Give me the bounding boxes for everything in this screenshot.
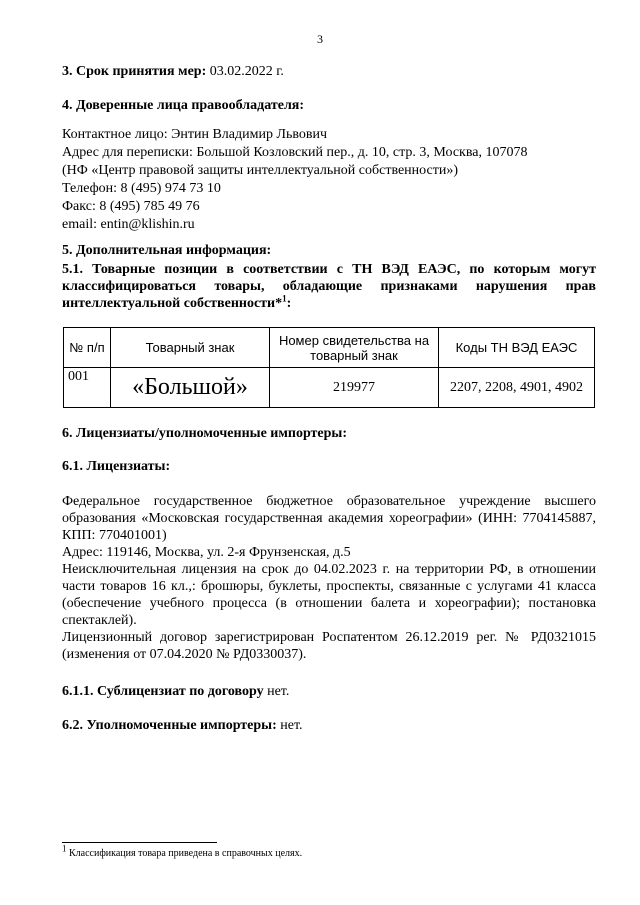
postal-address-line2: (НФ «Центр правовой защиты интеллектуальной собственности») [62,163,458,178]
footnote-number: 1 [62,843,67,854]
section-3 [62,64,596,80]
section-5-heading: 5. Дополнительная информация: [62,243,272,258]
contact-block [62,127,596,233]
section-6-2-value: нет. [276,718,303,733]
section-4 [62,98,596,114]
section-4-heading: 4. Доверенные лица правообладателя: [62,98,305,113]
licensee-org: Федеральное государственное бюджетное образовательное учреждение высшего образования «Московская государственная академия хореографии» (ИНН: 7704145887, КПП: 770401001) [62,494,596,543]
cell-trademark: «Большой» [111,368,270,408]
col-header-codes: Коды ТН ВЭД ЕАЭС [439,328,595,368]
section-6-1-1-label: 6.1.1. Сублицензиат по договору [62,684,264,699]
col-header-mark: Товарный знак [111,328,270,368]
licensee-address: Адрес: 119146, Москва, ул. 2-я Фрунзенская, д.5 [62,545,351,560]
email: email: entin@klishin.ru [62,217,195,232]
col-header-num: № п/п [64,328,111,368]
contact-person: Контактное лицо: Энтин Владимир Львович [62,127,327,142]
section-6-heading: 6. Лицензиаты/уполномоченные импортеры: [62,426,348,441]
footnote-divider [62,842,217,843]
section-6-1-heading: 6.1. Лицензиаты: [62,459,171,474]
section-6-1 [62,459,596,475]
footnote-ref: 1 [282,293,287,304]
cell-codes: 2207, 2208, 4901, 4902 [439,368,595,408]
phone: Телефон: 8 (495) 974 73 10 [62,181,221,196]
section-5-1-text: 5.1. Товарные позиции в соответствии с ТН ВЭД ЕАЭС, по которым могут классифицироваться товары, обладающие признаками нарушения прав интеллектуальной собственности* [62,262,596,311]
section-5 [62,243,596,312]
section-3-value: 03.02.2022 г. [206,64,284,79]
page-number: 3 [317,32,323,46]
section-5-1-heading [62,261,596,312]
section-6-1-1 [62,684,596,700]
licensee-block [62,493,596,663]
table-row [64,368,595,408]
section-6-2 [62,718,596,734]
footnote-text: Классификация товара приведена в справочных целях. [66,848,303,859]
cell-cert: 219977 [270,368,439,408]
section-6-2-label: 6.2. Уполномоченные импортеры: [62,718,277,733]
license-contract: Лицензионный договор зарегистрирован Роспатентом 26.12.2019 рег. № РД0321015 (изменения от 07.04.2020 № РД0330037). [62,630,596,662]
footnote [62,843,303,859]
postal-address-line1: Адрес для переписки: Большой Козловский пер., д. 10, стр. 3, Москва, 107078 [62,145,528,160]
table-header-row [64,328,595,368]
goods-table [63,327,595,408]
fax: Факс: 8 (495) 785 49 76 [62,199,200,214]
col-header-cert: Номер свидетельства на товарный знак [270,328,439,368]
section-6 [62,426,596,442]
license-terms: Неисключительная лицензия на срок до 04.02.2023 г. на территории РФ, в отношении части товаров 16 кл.,: брошюры, буклеты, проспекты, связанные с услугами 41 класса (обеспечение учебного процесса (в отношении балета и хореографии); постановка спектаклей). [62,562,596,628]
section-3-label: 3. Срок принятия мер: [62,64,207,79]
cell-num: 001 [64,368,111,408]
section-5-1-colon: : [286,296,292,311]
section-6-1-1-value: нет. [263,684,290,699]
